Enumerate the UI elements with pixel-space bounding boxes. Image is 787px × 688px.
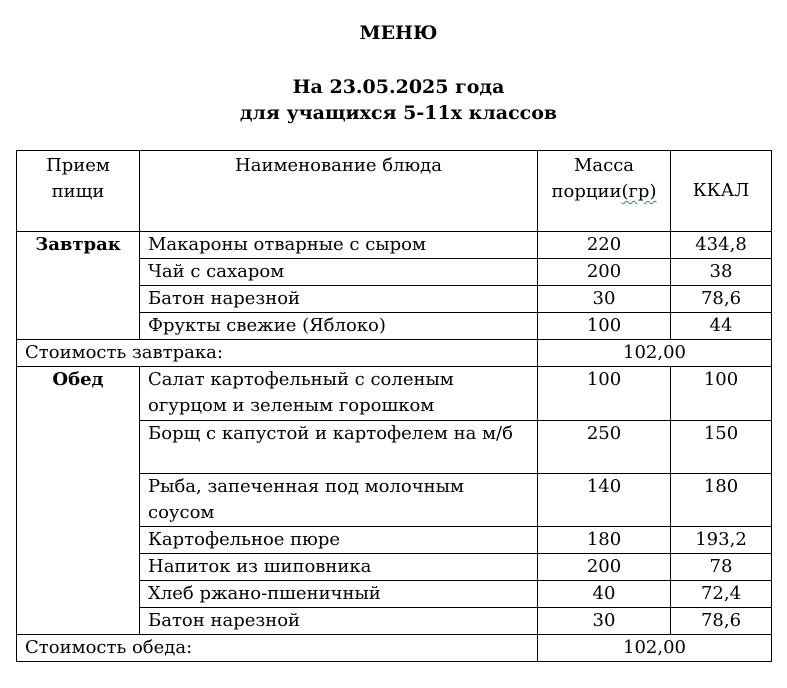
column-header-dish: Наименование блюда xyxy=(140,151,538,232)
dish-mass: 30 xyxy=(538,286,671,313)
dish-name: Чай с сахаром xyxy=(140,259,538,286)
dish-name: Напиток из шиповника xyxy=(140,554,538,581)
table-row xyxy=(17,232,772,259)
dish-name: Рыба, запеченная под молочным соусом xyxy=(140,474,538,527)
dish-mass: 40 xyxy=(538,581,671,608)
dish-name: Батон нарезной xyxy=(140,608,538,635)
dish-name: Борщ с капустой и картофелем на м/б xyxy=(140,421,538,474)
dish-kcal: 100 xyxy=(671,367,772,421)
dish-name: Картофельное пюре xyxy=(140,527,538,554)
dish-kcal: 72,4 xyxy=(671,581,772,608)
column-header-meal: Прием пищи xyxy=(17,151,140,232)
dish-mass: 200 xyxy=(538,259,671,286)
dish-name: Салат картофельный с соленым огурцом и зеленым горошком xyxy=(140,367,538,421)
table-header-row xyxy=(17,151,772,232)
cost-row-lunch xyxy=(17,635,772,662)
dish-mass: 220 xyxy=(538,232,671,259)
dish-mass: 180 xyxy=(538,527,671,554)
dish-mass: 100 xyxy=(538,367,671,421)
meal-label-lunch: Обед xyxy=(17,367,140,635)
cost-label-breakfast: Стоимость завтрака: xyxy=(17,340,538,367)
dish-name: Фрукты свежие (Яблоко) xyxy=(140,313,538,340)
menu-title: МЕНЮ xyxy=(359,22,438,44)
dish-mass: 30 xyxy=(538,608,671,635)
spellcheck-underline: (гр) xyxy=(621,181,657,202)
meal-label-breakfast: Завтрак xyxy=(17,232,140,340)
dish-name: Макароны отварные с сыром xyxy=(140,232,538,259)
dish-kcal: 38 xyxy=(671,259,772,286)
dish-mass: 200 xyxy=(538,554,671,581)
dish-kcal: 434,8 xyxy=(671,232,772,259)
cost-label-lunch: Стоимость обеда: xyxy=(17,635,538,662)
cost-row-breakfast xyxy=(17,340,772,367)
table-row xyxy=(17,367,772,421)
dish-kcal: 78,6 xyxy=(671,608,772,635)
dish-kcal: 44 xyxy=(671,313,772,340)
dish-kcal: 78 xyxy=(671,554,772,581)
dish-kcal: 78,6 xyxy=(671,286,772,313)
dish-name: Батон нарезной xyxy=(140,286,538,313)
cost-value-breakfast: 102,00 xyxy=(538,340,772,367)
menu-date: На 23.05.2025 года xyxy=(292,76,505,98)
menu-table xyxy=(16,150,772,662)
dish-name: Хлеб ржано-пшеничный xyxy=(140,581,538,608)
dish-kcal: 150 xyxy=(671,421,772,474)
dish-mass: 140 xyxy=(538,474,671,527)
column-header-mass: Масса порции(гр) xyxy=(538,151,671,232)
cost-value-lunch: 102,00 xyxy=(538,635,772,662)
dish-mass: 100 xyxy=(538,313,671,340)
dish-kcal: 193,2 xyxy=(671,527,772,554)
column-header-kcal: ККАЛ xyxy=(671,151,772,232)
dish-kcal: 180 xyxy=(671,474,772,527)
dish-mass: 250 xyxy=(538,421,671,474)
menu-audience: для учащихся 5-11х классов xyxy=(239,102,558,124)
